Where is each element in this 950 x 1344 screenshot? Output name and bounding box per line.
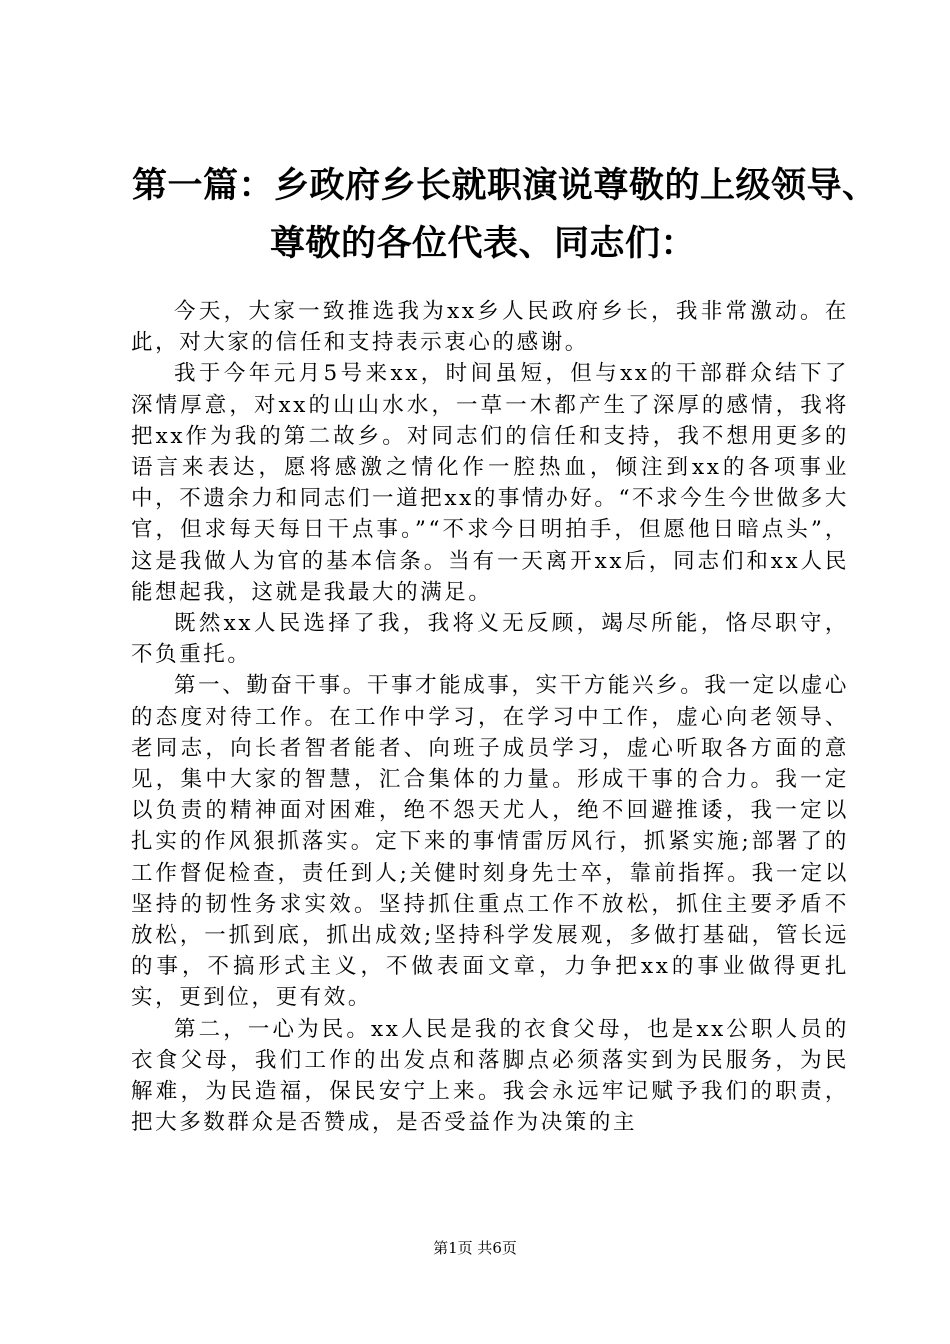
page-number-footer: 第1页 共6页 [433,1239,517,1257]
paragraph: 既然xx人民选择了我，我将义无反顾，竭尽所能，恪尽职守，不负重托。 [131,611,849,668]
paragraph: 今天，大家一致推选我为xx乡人民政府乡长，我非常激动。在此，对大家的信任和支持表示衷心的感谢。 [131,299,849,356]
paragraph: 第二，一心为民。xx人民是我的衣食父母，也是xx公职人员的衣食父母，我们工作的出发点和落脚点必须落实到为民服务，为民解难，为民造福，保民安宁上来。我会永远牢记赋予我们的职责，把大多数群众是否赞成，是否受益作为决策的主 [131,1016,849,1136]
document-title-line-2: 尊敬的各位代表、同志们： [270,223,697,264]
paragraph: 我于今年元月5号来xx，时间虽短，但与xx的干部群众结下了深情厚意，对xx的山山水水，一草一木都产生了深厚的感情，我将把xx作为我的第二故乡。对同志们的信任和支持，我不想用更多的语言来表达，愿将感激之情化作一腔热血，倾注到xx的各项事业中，不遗余力和同志们一道把xx的事情办好。“不求今生今世做多大官，但求每天每日干点事。”“不求今日明拍手，但愿他日暗点头”，这是我做人为官的基本信条。当有一天离开xx后，同志们和xx人民能想起我，这就是我最大的满足。 [131,361,849,605]
document-title-line-1: 第一篇：乡政府乡长就职演说尊敬的上级领导、 [132,165,878,206]
document-body [131,296,849,1138]
paragraph: 第一、勤奋干事。干事才能成事，实干方能兴乡。我一定以虚心的态度对待工作。在工作中学习，在学习中工作，虚心向老领导、老同志，向长者智者能者、向班子成员学习，虚心听取各方面的意见，集中大家的智慧，汇合集体的力量。形成干事的合力。我一定以负责的精神面对困难，绝不怨天尤人，绝不回避推诿，我一定以扎实的作风狠抓落实。定下来的事情雷厉风行，抓紧实施;部署了的工作督促检查，责任到人;关健时刻身先士卒，靠前指挥。我一定以坚持的韧性务求实效。坚持抓住重点工作不放松，抓住主要矛盾不放松，一抓到底，抓出成效;坚持科学发展观，多做打基础，管长远的事，不搞形式主义，不做表面文章，力争把xx的事业做得更扎实，更到位，更有效。 [131,673,849,1011]
